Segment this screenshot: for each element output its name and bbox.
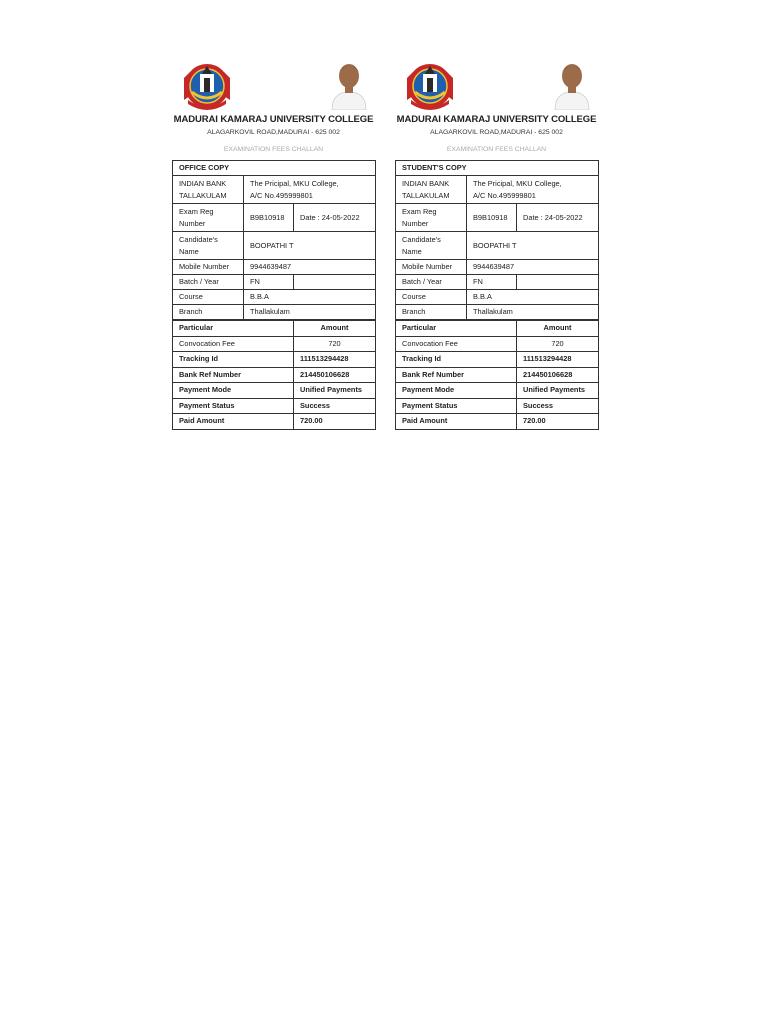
paid-amount-label: Paid Amount [173,414,294,430]
payee-cell [244,176,376,204]
bank-row [396,176,599,204]
particular-header: Particular [173,321,294,337]
name-label-cell [173,232,244,260]
university-emblem-icon [180,60,234,112]
batch-label: Batch / Year [396,275,467,290]
bank-ref-label: Bank Ref Number [173,367,294,383]
candidate-name: BOOPATHI T [244,232,376,260]
reg-label-cell [173,204,244,232]
payment-header-row [396,321,599,337]
name-label-line1: Candidate's [179,234,218,244]
branch-label: Branch [173,305,244,320]
mobile-row [173,260,376,275]
tracking-row [173,352,376,368]
payment-status-row [396,398,599,414]
payment-status-label: Payment Status [173,398,294,414]
reg-label-cell [396,204,467,232]
paid-amount-row [396,414,599,430]
office-copy [172,58,375,430]
challan-title: EXAMINATION FEES CHALLAN [446,146,547,153]
payment-header-row [173,321,376,337]
mobile-number: 9944639487 [467,260,599,275]
candidate-table [395,160,599,320]
reg-label-line1: Exam Reg [402,206,437,216]
payment-mode-row [396,383,599,399]
payee-line1: The Pricipal, MKU College, [250,178,339,188]
branch-label: Branch [396,305,467,320]
reg-number: B9B10918 [244,204,294,232]
challan-date: Date : 24-05-2022 [294,204,376,232]
branch-row [173,305,376,320]
challan-date: Date : 24-05-2022 [517,204,599,232]
copy-label-row [396,161,599,176]
course-row [396,290,599,305]
bank-name-line1: INDIAN BANK [179,178,227,188]
bank-name-cell [396,176,467,204]
name-row [396,232,599,260]
candidate-name: BOOPATHI T [467,232,599,260]
course-row [173,290,376,305]
name-label-line2: Name [402,246,422,256]
payment-status: Success [294,398,376,414]
challan-header [395,58,598,160]
payment-table [395,320,599,430]
mobile-number: 9944639487 [244,260,376,275]
payee-line1: The Pricipal, MKU College, [473,178,562,188]
name-row [173,232,376,260]
reg-row [396,204,599,232]
tracking-row [396,352,599,368]
name-label-line1: Candidate's [402,234,441,244]
fee-row [396,336,599,352]
bank-ref-row [396,367,599,383]
batch-value: FN [467,275,517,290]
particular-header: Particular [396,321,517,337]
college-address: ALAGARKOVIL ROAD,MADURAI - 625 002 [430,129,563,136]
tracking-label: Tracking Id [173,352,294,368]
reg-row [173,204,376,232]
copy-label: OFFICE COPY [173,161,376,176]
payment-mode: Unified Payments [517,383,599,399]
paid-amount-label: Paid Amount [396,414,517,430]
batch-row [396,275,599,290]
course-label: Course [173,290,244,305]
payment-status: Success [517,398,599,414]
amount-header: Amount [517,321,599,337]
payment-mode-label: Payment Mode [396,383,517,399]
college-address: ALAGARKOVIL ROAD,MADURAI - 625 002 [207,129,340,136]
payee-line2: A/C No.495999801 [473,190,536,200]
bank-name-line2: TALLAKULAM [179,190,227,200]
bank-ref-number: 214450106628 [517,367,599,383]
payment-mode-row [173,383,376,399]
tracking-id: 111513294428 [517,352,599,368]
reg-label-line1: Exam Reg [179,206,214,216]
fee-amount: 720 [517,336,599,352]
branch-value: Thallakulam [244,305,376,320]
challan-header [172,58,375,160]
course-value: B.B.A [467,290,599,305]
payee-cell [467,176,599,204]
bank-ref-label: Bank Ref Number [396,367,517,383]
copy-label: STUDENT'S COPY [396,161,599,176]
mobile-label: Mobile Number [396,260,467,275]
paid-amount: 720.00 [294,414,376,430]
mobile-label: Mobile Number [173,260,244,275]
payment-table [172,320,376,430]
bank-name-line1: INDIAN BANK [402,178,450,188]
fee-label: Convocation Fee [396,336,517,352]
copy-label-row [173,161,376,176]
bank-name-cell [173,176,244,204]
payment-mode: Unified Payments [294,383,376,399]
student-copy [395,58,598,430]
college-name: MADURAI KAMARAJ UNIVERSITY COLLEGE [396,114,597,125]
portrait-photo-icon [328,58,370,110]
branch-value: Thallakulam [467,305,599,320]
payment-status-row [173,398,376,414]
mobile-row [396,260,599,275]
candidate-table [172,160,376,320]
payment-status-label: Payment Status [396,398,517,414]
name-label-cell [396,232,467,260]
bank-row [173,176,376,204]
paid-amount-row [173,414,376,430]
batch-empty-cell [517,275,599,290]
batch-row [173,275,376,290]
reg-label-line2: Number [179,218,206,228]
college-name: MADURAI KAMARAJ UNIVERSITY COLLEGE [173,114,374,125]
course-label: Course [396,290,467,305]
bank-name-line2: TALLAKULAM [402,190,450,200]
branch-row [396,305,599,320]
portrait-photo-icon [551,58,593,110]
university-emblem-icon [403,60,457,112]
batch-label: Batch / Year [173,275,244,290]
amount-header: Amount [294,321,376,337]
fee-amount: 720 [294,336,376,352]
name-label-line2: Name [179,246,199,256]
challan-title: EXAMINATION FEES CHALLAN [223,146,324,153]
payment-mode-label: Payment Mode [173,383,294,399]
bank-ref-number: 214450106628 [294,367,376,383]
tracking-label: Tracking Id [396,352,517,368]
batch-value: FN [244,275,294,290]
course-value: B.B.A [244,290,376,305]
tracking-id: 111513294428 [294,352,376,368]
fee-label: Convocation Fee [173,336,294,352]
reg-label-line2: Number [402,218,429,228]
payee-line2: A/C No.495999801 [250,190,313,200]
paid-amount: 720.00 [517,414,599,430]
reg-number: B9B10918 [467,204,517,232]
fee-row [173,336,376,352]
bank-ref-row [173,367,376,383]
batch-empty-cell [294,275,376,290]
